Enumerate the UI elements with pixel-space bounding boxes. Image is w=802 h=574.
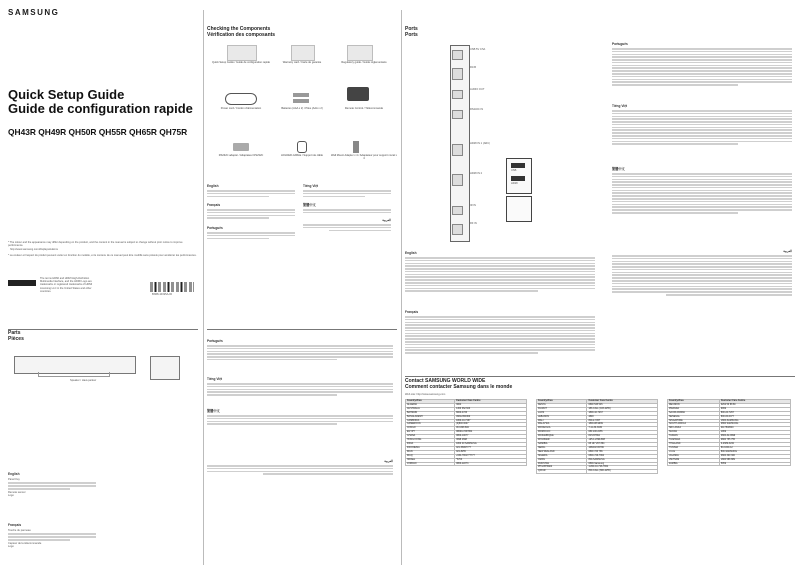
phone-cell: 0860 SAMSUNG bbox=[719, 423, 790, 427]
parts-french-heading: Français bbox=[8, 523, 22, 527]
website-url: http://www.samsung.com/displaysolutions bbox=[10, 248, 58, 251]
table-row bbox=[406, 462, 527, 466]
parts-vietnamese bbox=[207, 378, 393, 397]
country-cell: NAMIBIA bbox=[537, 442, 587, 446]
country-cell: TUNISIA bbox=[668, 446, 720, 450]
holder-cable-icon bbox=[297, 141, 307, 153]
port-label: IR IN bbox=[470, 204, 476, 207]
note-vietnamese bbox=[303, 185, 391, 198]
lang-heading: العربية bbox=[783, 249, 792, 253]
regulatory-guide-icon bbox=[347, 45, 373, 61]
table-header: Customer Care Centre bbox=[455, 400, 527, 404]
contact-table-2 bbox=[536, 399, 658, 474]
warranty-icon bbox=[291, 45, 315, 61]
country-cell: BAHRAIN bbox=[406, 411, 455, 415]
phone-cell: 08000-7267864 bbox=[455, 431, 527, 435]
port-panel bbox=[450, 45, 470, 242]
phone-cell: 166001726786 bbox=[587, 446, 658, 450]
parts-fr-item: Capteur de la télécommande bbox=[8, 541, 42, 545]
country-cell: KENYA bbox=[537, 403, 587, 407]
country-cell: MONGOLIA bbox=[537, 427, 587, 431]
country-cell: KUWAIT bbox=[537, 407, 587, 411]
port-label: RS232C IN bbox=[470, 108, 484, 111]
lang-heading: Português bbox=[207, 226, 223, 230]
phone-cell: 08 197 267 864 bbox=[587, 442, 658, 446]
phone-cell: 800-SAMSUNG bbox=[587, 458, 658, 462]
phone-cell: 5959 bbox=[719, 462, 790, 466]
lang-heading: Tiếng Việt bbox=[612, 104, 628, 108]
note-arabic bbox=[303, 219, 391, 232]
lang-heading: Tiếng Việt bbox=[303, 184, 319, 188]
table-header: Country/Area bbox=[668, 400, 720, 404]
lang-heading: 繁體中文 bbox=[303, 203, 316, 207]
phone-cell: 800-CALL (800-2255) bbox=[587, 470, 658, 474]
ports-portuguese bbox=[612, 43, 792, 87]
country-cell: CAMEROON bbox=[406, 423, 455, 427]
country-cell: RWANDA bbox=[668, 407, 720, 411]
table-row bbox=[537, 470, 658, 474]
parts-en-item: Remote sensor bbox=[8, 490, 26, 494]
phone-cell: 09612300300 bbox=[455, 415, 527, 419]
country-cell: INDIA bbox=[406, 442, 455, 446]
parts-english-text bbox=[8, 478, 96, 497]
lang-heading: English bbox=[207, 184, 219, 188]
guide-title-fr: Guide de configuration rapide bbox=[8, 101, 193, 116]
remote-icon bbox=[347, 87, 369, 101]
port-hdmi-1 bbox=[452, 144, 463, 156]
country-cell: BANGLADESH bbox=[406, 415, 455, 419]
note-french bbox=[207, 204, 295, 220]
phone-cell: 080 100 2255 bbox=[587, 431, 658, 435]
phone-cell: 800-2-7267 bbox=[587, 419, 658, 423]
phone-cell: 800-00-0077 bbox=[719, 415, 790, 419]
country-cell: TANZANIA bbox=[668, 439, 720, 443]
parts-fr-item: Touche du panneau bbox=[8, 529, 31, 532]
barcode bbox=[150, 282, 194, 292]
port-hdmi-2 bbox=[452, 174, 463, 186]
power-cord-icon bbox=[225, 93, 257, 105]
country-cell: IRAQ bbox=[406, 454, 455, 458]
parts-title-fr: Pièces bbox=[8, 336, 24, 342]
country-cell: HONG KONG bbox=[406, 439, 455, 443]
country-cell: ISRAEL bbox=[406, 458, 455, 462]
parts-fr-item: Logo bbox=[8, 544, 14, 548]
country-cell: MOROCCO bbox=[537, 431, 587, 435]
country-cell: INDONESIA bbox=[406, 446, 455, 450]
phone-cell: 021-8255 bbox=[455, 450, 527, 454]
country-cell: TAIWAN bbox=[668, 435, 720, 439]
phone-cell: 9999 bbox=[719, 407, 790, 411]
disclaimer-fr: * La couleur et l'aspect du produit peuvent varier en fonction du modèle, et le contenu de ce manuel peut être modifié sans préavis pour améliorer les performances. bbox=[8, 254, 197, 257]
note-portuguese bbox=[207, 227, 295, 240]
phone-cell: *6763 bbox=[455, 458, 527, 462]
parts-title-en: Parts bbox=[8, 330, 21, 336]
port-rs232c bbox=[452, 110, 463, 119]
phone-cell: 1800 588 889 bbox=[719, 458, 790, 462]
phone-cell: 183-CALL (183-2255) bbox=[587, 407, 658, 411]
country-cell: PHILIPPINES bbox=[537, 466, 587, 470]
component-label: Quick Setup Guide / Guide de configuration rapide bbox=[212, 61, 270, 64]
component-label: HOLDER-CABLE / Support de câble bbox=[281, 154, 323, 157]
port-label: USB bbox=[511, 169, 517, 172]
country-cell: CONGO bbox=[406, 427, 455, 431]
guide-title-en: Quick Setup Guide bbox=[8, 87, 125, 102]
country-cell: SENEGAL bbox=[668, 415, 720, 419]
country-cell: ZAMBIA bbox=[668, 462, 720, 466]
country-cell: IRAN bbox=[406, 450, 455, 454]
phone-cell: 0800 755 755 bbox=[719, 439, 790, 443]
phone-cell: 0800-726-7864 bbox=[587, 454, 658, 458]
country-cell: SAUDI ARABIA bbox=[668, 411, 720, 415]
country-cell: MALI bbox=[537, 419, 587, 423]
country-cell: NIGERIA bbox=[537, 454, 587, 458]
port-label: HDMI IN 1 (ARC) bbox=[470, 142, 491, 145]
remote-sensor-box bbox=[506, 196, 532, 222]
country-cell: MOZAMBIQUE bbox=[537, 435, 587, 439]
note-english bbox=[207, 185, 295, 198]
phone-cell: 1800-SAMSUNG bbox=[719, 419, 790, 423]
phone-cell: 0-2689-3232 bbox=[719, 442, 790, 446]
country-cell: QATAR bbox=[537, 470, 587, 474]
components-grid bbox=[207, 43, 397, 183]
ports-chinese bbox=[612, 168, 792, 215]
contact-table-3 bbox=[667, 399, 791, 466]
contact-table-1 bbox=[405, 399, 527, 466]
country-cell: VIETNAM bbox=[668, 458, 720, 462]
phone-cell: 3004 bbox=[455, 403, 527, 407]
phone-cell: 8000-4726 bbox=[455, 411, 527, 415]
country-cell: OMAN bbox=[537, 458, 587, 462]
contact-title-fr: Comment contacter Samsung dans le monde bbox=[405, 384, 513, 390]
lang-heading: Français bbox=[405, 310, 419, 314]
barcode-number: BN68-10195A-00 bbox=[152, 293, 173, 296]
port-ir-in bbox=[452, 206, 463, 215]
lang-heading: Português bbox=[612, 42, 628, 46]
phone-cell: 1-800-10-726-7864 bbox=[587, 466, 658, 470]
rs232c-adapter-icon bbox=[233, 143, 249, 151]
port-rf-in bbox=[452, 224, 463, 235]
table-header: Customer Care Centre bbox=[587, 400, 658, 404]
port-usb bbox=[452, 50, 463, 60]
phone-cell: 021-56997777 bbox=[455, 446, 527, 450]
phone-cell: (0)800 0007 bbox=[455, 423, 527, 427]
phone-cell: 1800-10-7267 bbox=[455, 419, 527, 423]
hdmi-trademark: The terms HDMI and HDMI High-Definition Multimedia Interface, and the HDMI Logo are trademarks or registered trademarks of HDMI Licensing LLC in the United States and other countries. bbox=[40, 277, 93, 293]
country-cell: PAKISTAN bbox=[537, 462, 587, 466]
country-cell: SRI LANKA bbox=[668, 427, 720, 431]
phone-cell: 1800-10-7267 bbox=[587, 411, 658, 415]
disclaimer-en: * The colour and the appearance may differ depending on the product, and the content in the manual is subject to change without prior notice to improve performance. bbox=[8, 241, 183, 248]
phone-cell: 1800-88-9999 bbox=[587, 423, 658, 427]
lang-heading: العربية bbox=[382, 218, 391, 222]
component-label: Remote Control / Télécommande bbox=[344, 107, 384, 110]
table-header: Customer Care Centre bbox=[719, 400, 790, 404]
phone-cell: 0117540540 bbox=[719, 427, 790, 431]
parts-illustration bbox=[10, 356, 200, 436]
lang-heading: 繁體中文 bbox=[207, 409, 220, 413]
tv-edge-detail bbox=[38, 372, 110, 377]
phone-cell: 3698 4698 bbox=[455, 439, 527, 443]
country-cell: JORDAN bbox=[406, 462, 455, 466]
lang-heading: العربية bbox=[384, 459, 393, 463]
speaker-callout: Speaker / Haut-parleur bbox=[70, 379, 97, 382]
ports-french bbox=[405, 311, 595, 355]
component-label: Power cord / Cordon d'alimentation bbox=[220, 107, 262, 110]
quick-guide-icon bbox=[227, 45, 257, 61]
table-row bbox=[668, 462, 791, 466]
parts-en-item: Logo bbox=[8, 493, 14, 497]
component-label: Regulatory guide / Guide réglementaire bbox=[341, 61, 387, 64]
phone-cell: 800-24-7267 bbox=[719, 411, 790, 415]
parts-portuguese bbox=[207, 340, 393, 362]
phone-cell: 0800 300 300 bbox=[719, 454, 790, 458]
lang-heading: 繁體中文 bbox=[612, 167, 625, 171]
phone-cell: 847267864 bbox=[587, 435, 658, 439]
component-label: Warranty card / Carte de garantie bbox=[282, 61, 322, 64]
country-cell: MALAYSIA bbox=[537, 423, 587, 427]
parts-chinese bbox=[207, 410, 393, 426]
component-label: Batteries (AAA x 2) / Piles (AAA x 2) bbox=[281, 107, 323, 110]
wall-mount-adapter-icon bbox=[353, 141, 359, 153]
phone-cell: 80-1000-12 bbox=[719, 446, 790, 450]
components-title-en: Checking the Components bbox=[207, 26, 271, 32]
table-header: Country/Area bbox=[537, 400, 587, 404]
parts-french-text bbox=[8, 529, 96, 548]
contact-title-en: Contact SAMSUNG WORLD WIDE bbox=[405, 378, 486, 384]
country-cell: LAOS bbox=[537, 411, 587, 415]
port-label: AUDIO OUT bbox=[470, 88, 485, 91]
phone-cell: 0800-10077 bbox=[455, 435, 527, 439]
parts-english-heading: English bbox=[8, 472, 20, 476]
phone-cell: +964-7801777777 bbox=[455, 454, 527, 458]
country-cell: LEBANON bbox=[537, 415, 587, 419]
component-label: RS232C adapter / Adaptateur RS232C bbox=[218, 154, 264, 157]
side-port-hdmi bbox=[511, 176, 525, 181]
port-rj45 bbox=[452, 68, 463, 80]
ports-vietnamese bbox=[612, 105, 792, 146]
country-cell: CAMBODIA bbox=[406, 419, 455, 423]
country-cell: SINGAPORE bbox=[668, 419, 720, 423]
phone-cell: 800-SAMSUNG bbox=[719, 450, 790, 454]
phone-cell: +95-1-2399-888 bbox=[587, 439, 658, 443]
port-label: RJ45 bbox=[470, 66, 477, 69]
country-cell: SUDAN bbox=[668, 431, 720, 435]
country-cell: NEW ZEALAND bbox=[537, 450, 587, 454]
phone-cell: 0800-Samsung bbox=[587, 462, 658, 466]
country-cell: AUSTRALIA bbox=[406, 407, 455, 411]
phone-cell: 1800 40 SAMSUNG bbox=[455, 442, 527, 446]
parts-descriptions bbox=[207, 340, 397, 540]
country-cell: REUNION bbox=[668, 403, 720, 407]
component-label: Wall Mount Adapter x 4 / Adaptateur pour support mural x 4 bbox=[331, 154, 397, 160]
lang-heading: Português bbox=[207, 339, 223, 343]
port-label: HDMI bbox=[511, 182, 518, 185]
port-label: USB 5V 0.5A bbox=[470, 48, 486, 51]
country-cell: U.A.E bbox=[668, 450, 720, 454]
country-cell: UGANDA bbox=[668, 454, 720, 458]
country-cell: ALGERIA bbox=[406, 403, 455, 407]
lang-heading: Français bbox=[207, 203, 221, 207]
country-cell: NEPAL bbox=[537, 446, 587, 450]
country-cell: THAILAND bbox=[668, 442, 720, 446]
country-cell: SOUTH AFRICA bbox=[668, 423, 720, 427]
lang-heading: Tiếng Việt bbox=[207, 377, 223, 381]
phone-cell: 4848 bbox=[587, 415, 658, 419]
ports-title-en: Ports bbox=[405, 26, 418, 32]
phone-cell: 06 0308 800 bbox=[455, 427, 527, 431]
contact-website: Web site: http://www.samsung.com bbox=[405, 393, 446, 396]
phone-cell: 1969 bbox=[719, 431, 790, 435]
components-title-fr: Vérification des composants bbox=[207, 32, 276, 38]
port-label: HDMI IN 2 bbox=[470, 172, 483, 175]
phone-cell: 0262 50 88 80 bbox=[719, 403, 790, 407]
phone-cell: 7-11-30-3030 bbox=[587, 427, 658, 431]
ports-arabic bbox=[612, 250, 792, 297]
table-header: Country/Area bbox=[406, 400, 455, 404]
side-port-box bbox=[506, 158, 532, 194]
ports-english bbox=[405, 252, 595, 293]
port-audio-out bbox=[452, 90, 463, 99]
parts-arabic bbox=[207, 460, 393, 476]
samsung-logo: SAMSUNG bbox=[8, 8, 60, 17]
ports-title-fr: Ports bbox=[405, 32, 418, 38]
cover-panel bbox=[0, 0, 200, 312]
hdmi-logo bbox=[8, 280, 36, 286]
country-cell: MYANMAR bbox=[537, 439, 587, 443]
side-port-usb bbox=[511, 163, 525, 168]
tv-side-view bbox=[150, 356, 180, 380]
port-label: RF IN bbox=[470, 222, 477, 225]
note-chinese bbox=[303, 204, 391, 215]
country-cell: GHANA bbox=[406, 435, 455, 439]
country-cell: EGYPT bbox=[406, 431, 455, 435]
phone-cell: 0800 726 786 bbox=[587, 450, 658, 454]
phone-cell: 0800 545 545 bbox=[587, 403, 658, 407]
model-list: QH43R QH49R QH50R QH55R QH65R QH75R bbox=[8, 127, 188, 137]
phone-cell: 0800-22273 bbox=[455, 462, 527, 466]
batteries-icon bbox=[293, 93, 309, 97]
phone-cell: 1300 362 603 bbox=[455, 407, 527, 411]
components-notes bbox=[207, 185, 397, 255]
phone-cell: 0800-32-9999 bbox=[719, 435, 790, 439]
lang-heading: English bbox=[405, 251, 417, 255]
parts-en-item: Panel Key bbox=[8, 478, 20, 481]
